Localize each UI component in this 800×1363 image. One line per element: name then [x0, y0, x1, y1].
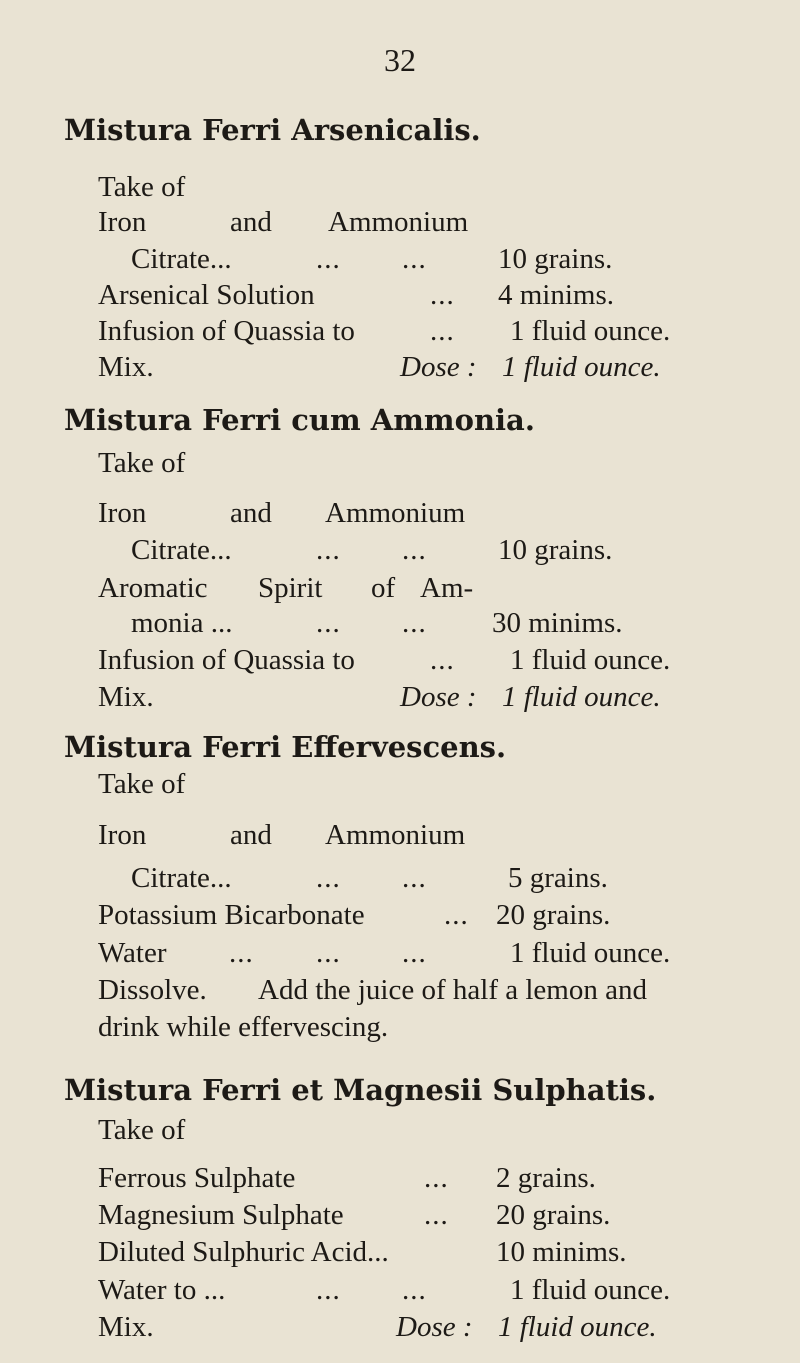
leader-dots: ... [316, 243, 341, 275]
ingredient-quantity: 1 fluid ounce. [510, 315, 671, 347]
leader-dots: ... [444, 899, 469, 931]
ingredient-quantity: 10 minims. [496, 1236, 627, 1268]
leader-dots: ... [430, 315, 455, 347]
dose-label: Dose : [400, 681, 477, 713]
leader-dots: ... [402, 534, 427, 566]
ingredient-word: Aromatic [98, 572, 208, 604]
ingredient-name: Citrate... [131, 243, 232, 275]
dose-value: 1 fluid ounce. [502, 351, 661, 383]
ingredient-name: Ferrous Sulphate [98, 1162, 296, 1194]
instruction-text: Add the juice of half a lemon and [258, 974, 647, 1006]
ingredient-word: Am- [420, 572, 474, 604]
ingredient-name: Infusion of Quassia to [98, 315, 355, 347]
take-of-label: Take of [98, 447, 186, 479]
ingredient-word: and [230, 819, 272, 851]
ingredient-word: Iron [98, 206, 147, 238]
mix-instruction: Mix. [98, 1311, 154, 1343]
dose-value: 1 fluid ounce. [498, 1311, 657, 1343]
ingredient-name: Water to ... [98, 1274, 226, 1306]
ingredient-name: Water [98, 937, 167, 969]
leader-dots: ... [402, 862, 427, 894]
ingredient-quantity: 1 fluid ounce. [510, 937, 671, 969]
ingredient-name: monia ... [131, 607, 233, 639]
leader-dots: ... [402, 1274, 427, 1306]
ingredient-quantity: 10 grains. [498, 534, 613, 566]
recipe-title: Mistura Ferri Arsenicalis. [64, 113, 481, 147]
ingredient-quantity: 2 grains. [496, 1162, 596, 1194]
dose-value: 1 fluid ounce. [502, 681, 661, 713]
ingredient-name: Potassium Bicarbonate [98, 899, 365, 931]
ingredient-word: Ammonium [328, 206, 469, 238]
ingredient-quantity: 20 grains. [496, 1199, 611, 1231]
ingredient-quantity: 5 grains. [508, 862, 608, 894]
dose-label: Dose : [396, 1311, 473, 1343]
mix-instruction: Mix. [98, 681, 154, 713]
leader-dots: ... [316, 862, 341, 894]
take-of-label: Take of [98, 768, 186, 800]
instruction-text: drink while effervescing. [98, 1011, 389, 1043]
ingredient-word: and [230, 497, 272, 529]
recipe-title: Mistura Ferri Effervescens. [64, 730, 507, 764]
ingredient-word: Ammonium [325, 819, 466, 851]
ingredient-name: Citrate... [131, 862, 232, 894]
ingredient-word: and [230, 206, 272, 238]
leader-dots: ... [316, 937, 341, 969]
ingredient-name: Magnesium Sulphate [98, 1199, 344, 1231]
leader-dots: ... [316, 1274, 341, 1306]
ingredient-name: Arsenical Solution [98, 279, 315, 311]
ingredient-quantity: 30 minims. [492, 607, 623, 639]
ingredient-word: Iron [98, 497, 147, 529]
ingredient-word: Ammonium [325, 497, 466, 529]
leader-dots: ... [430, 644, 455, 676]
ingredient-name: Citrate... [131, 534, 232, 566]
leader-dots: ... [402, 937, 427, 969]
ingredient-word: Iron [98, 819, 147, 851]
leader-dots: ... [430, 279, 455, 311]
mix-instruction: Mix. [98, 351, 154, 383]
recipe-title: Mistura Ferri cum Ammonia. [64, 403, 535, 437]
ingredient-word: Spirit [258, 572, 323, 604]
leader-dots: ... [316, 607, 341, 639]
leader-dots: ... [424, 1199, 449, 1231]
leader-dots: ... [402, 243, 427, 275]
ingredient-quantity: 10 grains. [498, 243, 613, 275]
instruction-text: Dissolve. [98, 974, 207, 1006]
ingredient-name: Diluted Sulphuric Acid... [98, 1236, 389, 1268]
recipe-title: Mistura Ferri et Magnesii Sulphatis. [64, 1073, 657, 1107]
ingredient-quantity: 1 fluid ounce. [510, 644, 671, 676]
leader-dots: ... [229, 937, 254, 969]
ingredient-name: Infusion of Quassia to [98, 644, 355, 676]
ingredient-name [98, 202, 146, 242]
leader-dots: ... [402, 607, 427, 639]
ingredient-quantity: 4 minims. [498, 279, 615, 311]
leader-dots: ... [316, 534, 341, 566]
page-number: 32 [384, 42, 416, 78]
leader-dots: ... [424, 1162, 449, 1194]
take-of-label: Take of [98, 171, 186, 203]
ingredient-quantity: 1 fluid ounce. [510, 1274, 671, 1306]
dose-label: Dose : [400, 351, 477, 383]
take-of-label: Take of [98, 1114, 186, 1146]
ingredient-quantity: 20 grains. [496, 899, 611, 931]
ingredient-word: of [371, 572, 396, 604]
